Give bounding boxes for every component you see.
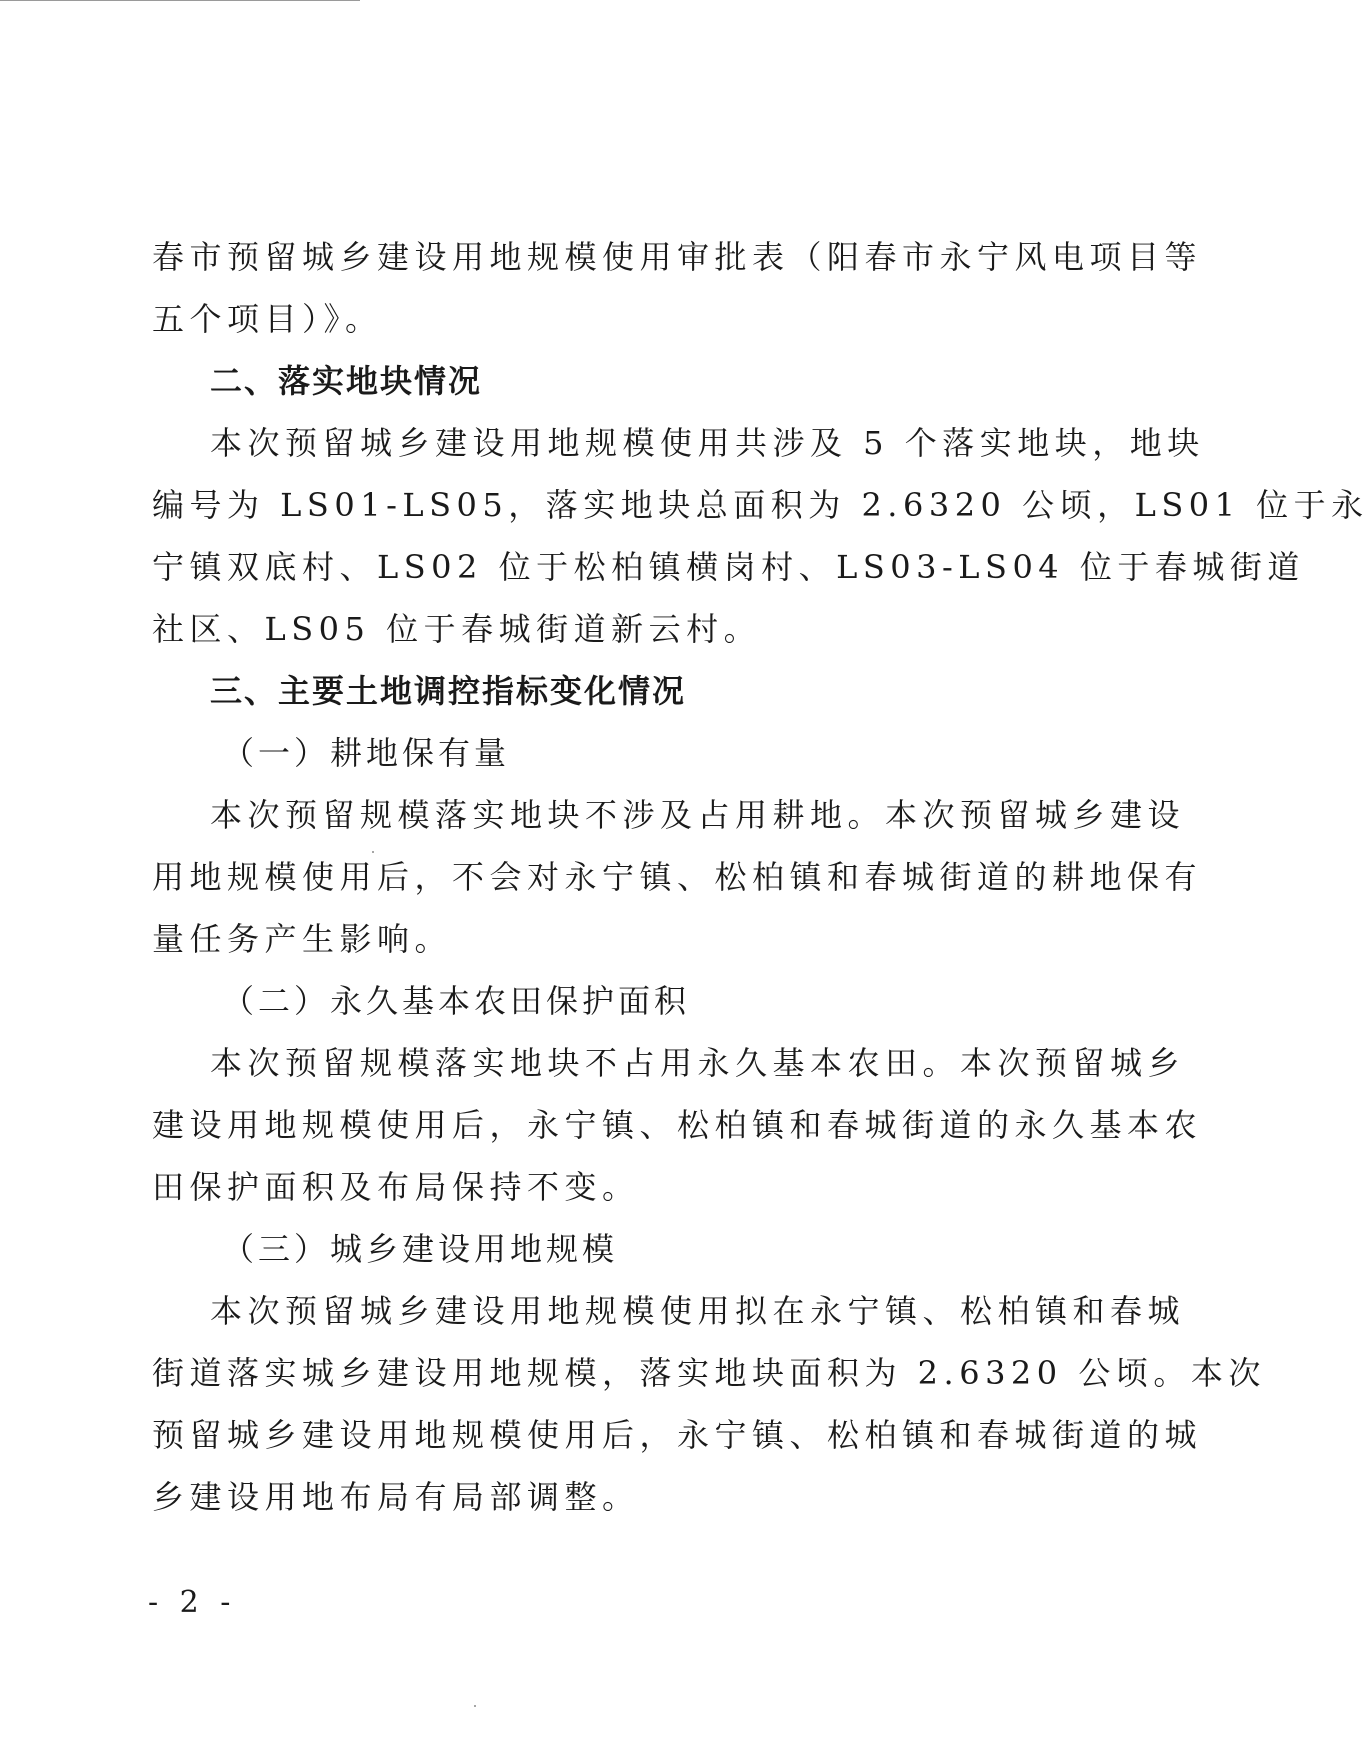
body-text-line: 乡建设用地布局有局部调整。 xyxy=(152,1478,640,1516)
scan-speck xyxy=(474,1705,476,1707)
body-text-line: 量任务产生影响。 xyxy=(152,920,453,958)
body-text-line: 街道落实城乡建设用地规模，落实地块面积为 2.6320 公顷。本次 xyxy=(152,1354,1266,1392)
paragraph-first-line: 本次预留城乡建设用地规模使用共涉及 5 个落实地块，地块 xyxy=(210,424,1205,462)
subsection-heading: （一）耕地保有量 xyxy=(222,734,511,772)
body-text-line: 春市预留城乡建设用地规模使用审批表（阳春市永宁风电项目等 xyxy=(152,238,1203,276)
paragraph-first-line: 本次预留城乡建设用地规模使用拟在永宁镇、松柏镇和春城 xyxy=(210,1292,1186,1330)
body-text-line: 预留城乡建设用地规模使用后，永宁镇、松柏镇和春城街道的城 xyxy=(152,1416,1203,1454)
page-number: - 2 - xyxy=(148,1585,237,1620)
body-text-line: 编号为 LS01-LS05，落实地块总面积为 2.6320 公顷，LS01 位于永 xyxy=(152,486,1369,524)
body-text-line: 建设用地规模使用后，永宁镇、松柏镇和春城街道的永久基本农 xyxy=(152,1106,1203,1144)
subsection-heading: （二）永久基本农田保护面积 xyxy=(222,982,691,1020)
body-text-line: 五个项目）》。 xyxy=(152,300,383,338)
body-text-line: 田保护面积及布局保持不变。 xyxy=(152,1168,640,1206)
section-heading: 二、落实地块情况 xyxy=(210,362,483,400)
document-body xyxy=(152,226,1369,1528)
body-text-line: 宁镇双底村、LS02 位于松柏镇横岗村、LS03-LS04 位于春城街道 xyxy=(152,548,1305,586)
paragraph-first-line: 本次预留规模落实地块不占用永久基本农田。本次预留城乡 xyxy=(210,1044,1186,1082)
body-text-line: 用地规模使用后，不会对永宁镇、松柏镇和春城街道的耕地保有 xyxy=(152,858,1203,896)
body-text-line: 社区、LS05 位于春城街道新云村。 xyxy=(152,610,762,648)
subsection-heading: （三）城乡建设用地规模 xyxy=(222,1230,619,1268)
paragraph-first-line: 本次预留规模落实地块不涉及占用耕地。本次预留城乡建设 xyxy=(210,796,1186,834)
section-heading: 三、主要土地调控指标变化情况 xyxy=(210,672,687,710)
scan-edge-line xyxy=(0,0,360,11)
